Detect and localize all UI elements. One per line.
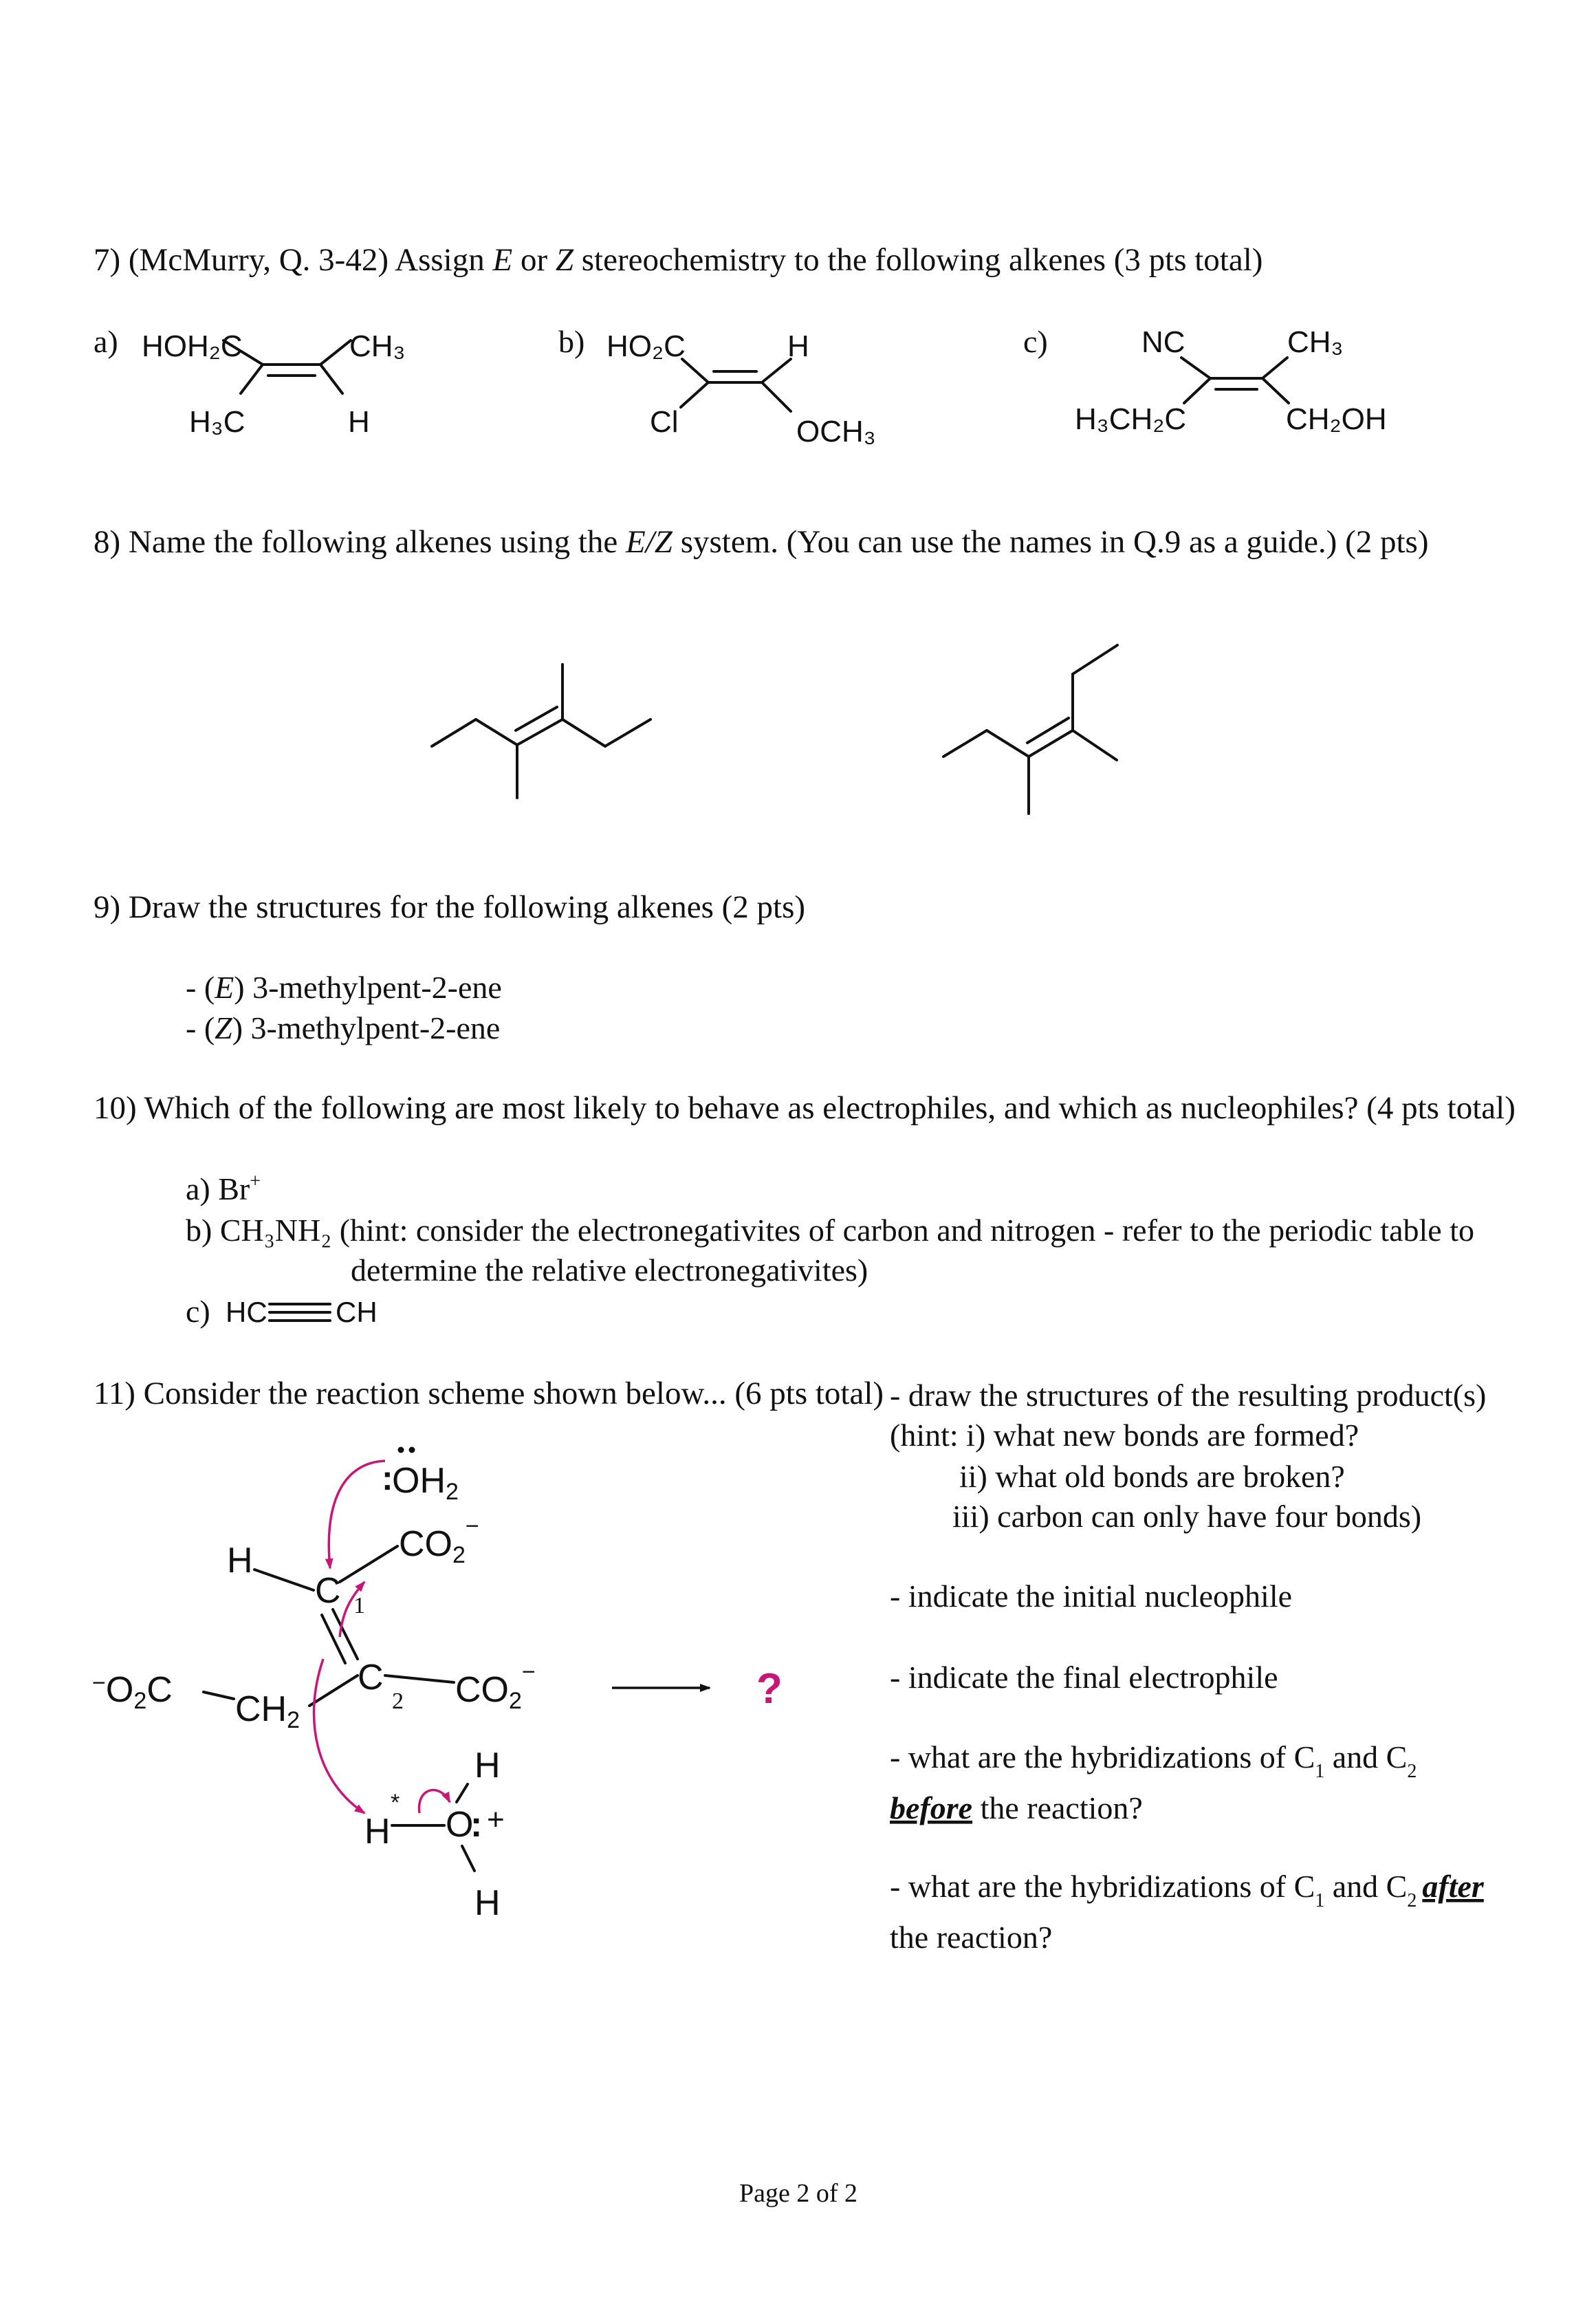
svg-text:H: H: [364, 1812, 391, 1852]
q7c-alkene-structure: [1075, 325, 1387, 436]
carbon-c2-number: 2: [392, 1689, 404, 1714]
q11-hint-line-2: ii) what old bonds are broken?: [959, 1459, 1345, 1494]
q8-alkene-1-skeletal: [432, 664, 651, 798]
q11-nucleophile-prompt: - indicate the initial nucleophile: [890, 1578, 1293, 1614]
q11-reaction-scheme: [92, 1447, 783, 1924]
carboxylate-left: −O2C: [92, 1670, 173, 1714]
svg-text:O: O: [446, 1805, 474, 1845]
q7b-bottom-left-group: Cl: [650, 405, 679, 439]
q11-draw-products: - draw the structures of the resulting product(s): [890, 1378, 1487, 1413]
q7a-alkene-structure: [142, 329, 405, 439]
carbon-c2: C: [358, 1658, 384, 1697]
q11-hint-line-1: (hint: i) what new bonds are formed?: [890, 1418, 1359, 1453]
q7a-label: a): [94, 324, 118, 359]
svg-text:OH2: OH2: [392, 1461, 459, 1505]
q7c-top-right-group: CH₃: [1287, 325, 1344, 359]
q11-hybridization-after-tail: the reaction?: [890, 1920, 1053, 1955]
q7b-top-right-group: H: [787, 329, 809, 363]
q11-hybridization-before-tail: before the reaction?: [890, 1790, 1143, 1825]
svg-text:+: +: [487, 1803, 505, 1836]
carbon-c1: C: [315, 1571, 341, 1611]
svg-text:H: H: [474, 1883, 501, 1923]
q9-item-z: - (Z) 3-methylpent-2-ene: [186, 1010, 501, 1045]
q7-heading: 7) (McMurry, Q. 3-42) Assign E or Z stereochemistry to the following alkenes (3 pts total): [94, 242, 1263, 278]
q7c-bottom-right-group: CH₂OH: [1286, 402, 1387, 436]
q7a-top-right-group: CH₃: [349, 329, 406, 363]
hydronium-ion: [364, 1746, 505, 1923]
q10-item-b: b) CH₃NH₂ (hint: consider the electronegativites of carbon and nitrogen - refer to the periodic table to: [186, 1213, 1474, 1248]
q10-item-b-cont: determine the relative electronegativites): [351, 1252, 868, 1288]
q7a-bottom-right-group: H: [348, 405, 370, 439]
q11-heading: 11) Consider the reaction scheme shown below... (6 pts total): [94, 1376, 884, 1411]
methylene-ch2: CH2: [235, 1689, 300, 1733]
q10-item-c-label: c): [186, 1294, 210, 1329]
q9-heading: 9) Draw the structures for the following alkenes (2 pts): [94, 889, 806, 925]
q11-hybridization-after: - what are the hybridizations of $C_1$ and $C_2$ after: [890, 1869, 1484, 1911]
carboxylate-top: CO2−: [399, 1513, 479, 1568]
svg-text::: :: [470, 1805, 483, 1845]
q10-item-a: a) Br+: [186, 1171, 261, 1206]
curved-arrow-pi-to-h: [314, 1659, 365, 1813]
q8-alkene-2-skeletal: [943, 645, 1117, 814]
q7a-top-left-group: HOH₂C: [142, 329, 243, 363]
water-molecule: [382, 1447, 459, 1506]
svg-text:CH: CH: [336, 1296, 378, 1328]
q11-electrophile-prompt: - indicate the final electrophile: [890, 1660, 1278, 1695]
q11-hybridization-before: - what are the hybridizations of $C_1$ and $C_2$: [890, 1739, 1417, 1782]
curved-arrow-water-to-c1: [329, 1461, 385, 1568]
svg-text:HC: HC: [226, 1296, 267, 1328]
q11-hint-line-3: iii) carbon can only have four bonds): [952, 1499, 1422, 1534]
q7b-alkene-structure: [606, 329, 876, 448]
svg-text:*: *: [391, 1790, 400, 1816]
carboxylate-right: CO2−: [455, 1659, 536, 1714]
svg-text:H: H: [474, 1746, 501, 1786]
carbon-c1-number: 1: [353, 1593, 365, 1618]
q9-item-e: - (E) 3-methylpent-2-ene: [186, 970, 502, 1005]
q7c-bottom-left-group: H₃CH₂C: [1075, 402, 1187, 436]
q7b-label: b): [558, 324, 585, 359]
q7b-top-left-group: HO₂C: [606, 329, 686, 363]
q7a-bottom-left-group: H₃C: [189, 405, 245, 439]
q7b-bottom-right-group: OCH₃: [796, 415, 876, 448]
svg-text::: :: [382, 1459, 393, 1497]
q8-heading: 8) Name the following alkenes using the E/Z system. (You can use the names in Q.9 as a guide.) (2 pts): [94, 524, 1429, 560]
page-number: Page 2 of 2: [739, 2179, 858, 2208]
hydrogen-c1: H: [227, 1541, 253, 1581]
unknown-product-question-mark: ?: [756, 1665, 783, 1713]
q10-heading: 10) Which of the following are most likely to behave as electrophiles, and which as nucleophiles? (4 pts total): [94, 1090, 1516, 1126]
q7c-label: c): [1023, 324, 1048, 359]
q7c-top-left-group: NC: [1141, 325, 1185, 359]
q10-alkyne-structure: [226, 1296, 378, 1328]
